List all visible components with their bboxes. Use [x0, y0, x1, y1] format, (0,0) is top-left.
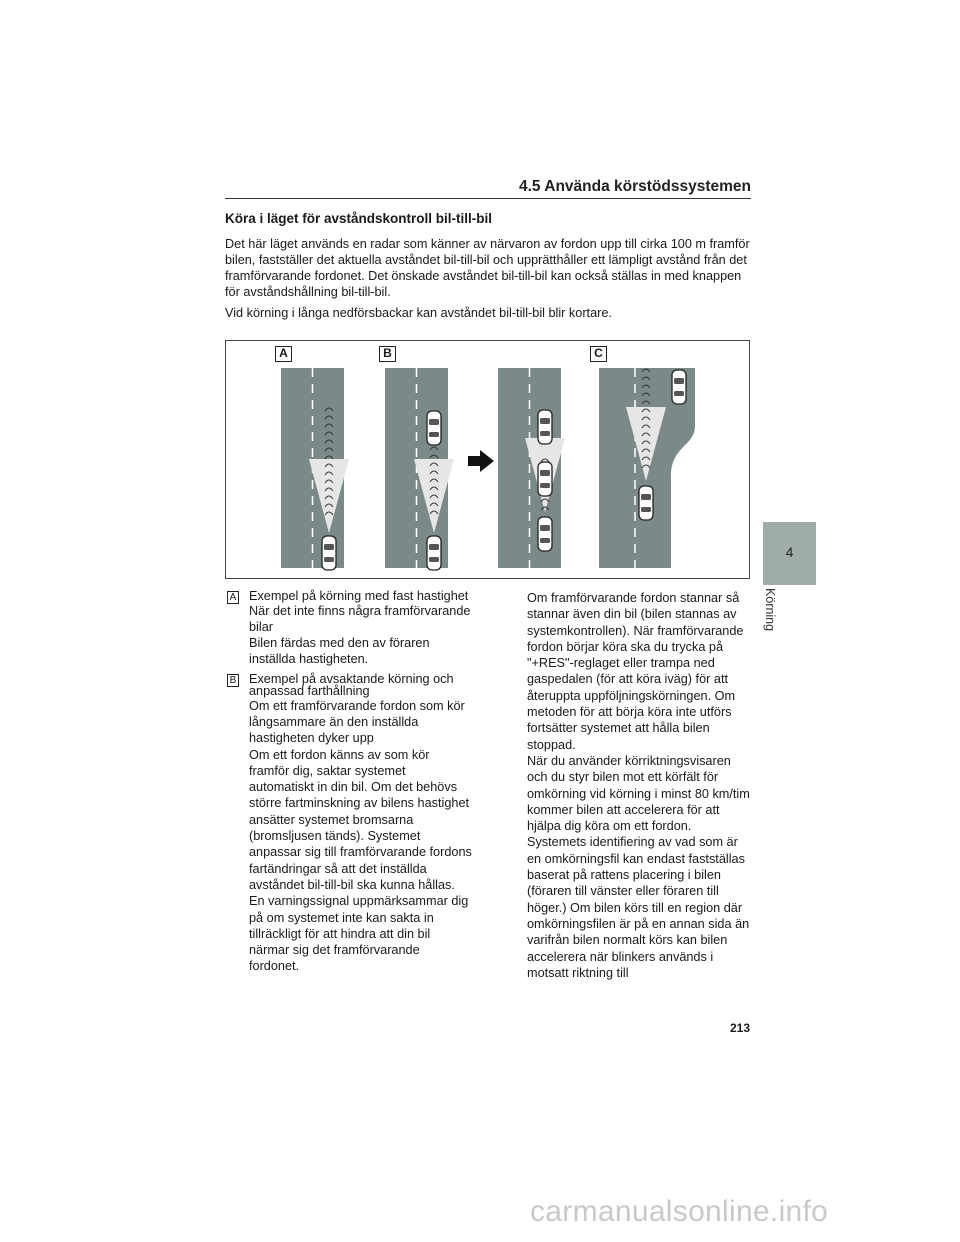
transition-arrow [468, 450, 494, 472]
header-rule [225, 198, 751, 199]
acc-illustration [225, 340, 750, 579]
item-a [227, 590, 472, 668]
middle-car-c [538, 462, 552, 496]
figure-label-c: C [590, 346, 607, 362]
overtaken-car [672, 370, 686, 404]
section-title: Köra i läget för avståndskontroll bil-till-bil [225, 211, 493, 226]
page-number: 213 [729, 1021, 750, 1035]
item-a-body: Bilen färdas med den av föraren inställda hastigheten. [249, 636, 430, 667]
watermark: carmanualsonline.info [530, 1195, 829, 1228]
item-b-condition: Om ett framförvarande fordon som kör långsammare än den inställda hastigheten dyker upp [249, 698, 465, 746]
lead-car-b [427, 411, 441, 445]
item-b-heading: Exempel på avsaktande körning och anpassad farthållning [249, 671, 454, 699]
own-car-c [538, 517, 552, 551]
chapter-label-text: Körning [763, 588, 777, 632]
lead-car-c [538, 410, 552, 444]
right-paragraph-1: Om framförvarande fordon stannar så stannar även din bil (bilen stannas av systemkontrollen). När framförvarande fordon börjar köra ska du trycka på "+RES"-reglaget eller trampa ned gaspedalen (för att köra iväg) för att återuppta uppföljningskörningen. Om metoden för att börja köra inte utförs fortsätter systemet att hålla bilen stoppad. [527, 591, 744, 752]
right-column [527, 590, 753, 981]
own-car-merge [639, 486, 653, 520]
road-diagram [226, 341, 749, 578]
intro-paragraph: Det här läget används en radar som känner av närvaron av fordon upp till cirka 100 m framför bilen, fastställer det aktuella avståndet bil-till-bil och upprätthåller ett lämpligt avstånd från det framförvarande fordonet. Det önskade avståndet bil-till-bil kan också ställas in med knappen för avståndshållning bil-till-bil. [225, 237, 750, 299]
figure-label-b: B [379, 346, 396, 362]
left-column [227, 590, 472, 975]
item-marker-a: A [227, 591, 239, 604]
item-marker-b: B [227, 674, 239, 687]
chapter-tab [763, 522, 816, 585]
item-b [227, 673, 472, 975]
item-b-body: Om ett fordon känns av som kör framför dig, saktar systemet automatiskt in din bil. Om det behövs större fartminskning av bilens hastighet ansätter systemet bromsarna (bromsljusen tänds). Systemet anpassar sig till framförvarande fordons fartändringar så att det inställda avståndet bil-till-bil ska kunna hållas. En varningssignal uppmärksammar dig på om systemet inte kan sakta in tillräckligt för att hindra att din bil närmar sig det framförvarande fordonet. [249, 747, 472, 974]
chapter-label [761, 588, 781, 648]
intro-paragraph-2: Vid körning i långa nedförsbackar kan avståndet bil-till-bil blir kortare. [225, 306, 612, 320]
section-header: 4.5 Använda körstödssystemen [518, 178, 751, 195]
item-a-heading: Exempel på körning med fast hastighet [249, 589, 469, 603]
right-paragraph-3: Systemets identifiering av vad som är en omkörningsfil kan endast fastställas baserat på rattens placering i bilen (föraren till vänster eller föraren till höger.) Om bilen körs till en region där omkörningsfilen är på en annan sida än varifrån bilen normalt körs kan bilen accelerera när blinkers används i motsatt riktning till [527, 835, 750, 980]
right-paragraph-2: När du använder körriktningsvisaren och du styr bilen mot ett körfält för omkörning vid körning i minst 80 km/tim kommer bilen att accelerera för att hjälpa dig köra om ett fordon. [527, 753, 750, 834]
own-car-b [427, 536, 441, 570]
own-car-a [322, 536, 336, 570]
figure-label-a: A [275, 346, 292, 362]
item-a-condition: När det inte finns några framförvarande bilar [249, 603, 471, 634]
chapter-number: 4 [785, 544, 794, 560]
